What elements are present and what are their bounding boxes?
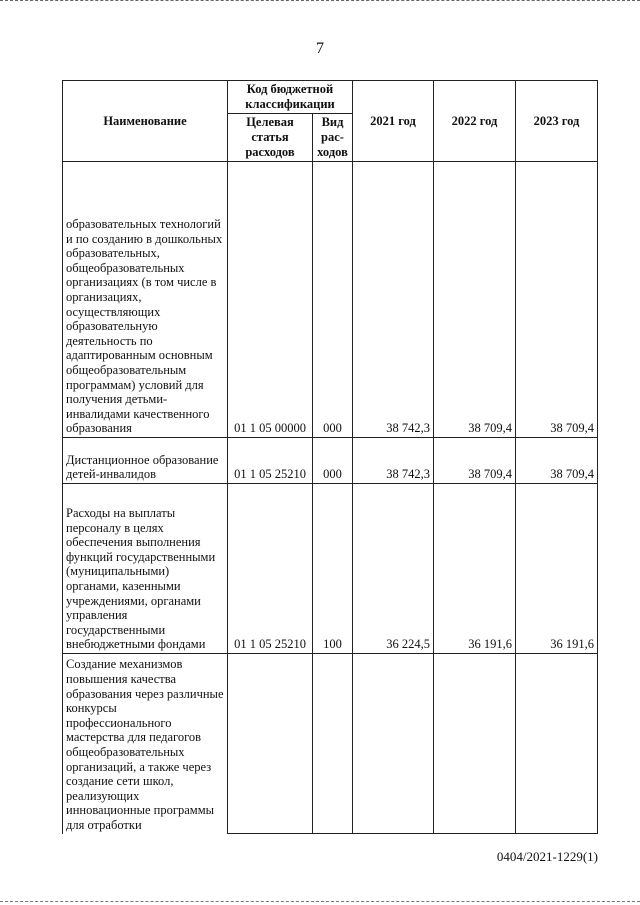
row-2023: 36 191,6 [516,484,598,654]
table-row [63,162,598,438]
document-code: 0404/2021-1229(1) [496,849,598,864]
budget-table [62,80,598,834]
header-2023: 2023 год [516,81,598,162]
row-name: Расходы на выплаты персоналу в целях обеспечения выполнения функций государственными (муниципальными) органами, казенными учреждениями, органами управления государственными внебюджетными фондами [63,484,228,654]
row-type: 100 [313,484,353,654]
header-2022: 2022 год [434,81,516,162]
row-2023: 38 709,4 [516,438,598,484]
row-target: 01 1 05 00000 [228,162,313,438]
header-target: Целевая статья расходов [228,114,313,162]
row-2023: 38 709,4 [516,162,598,438]
row-name: Дистанционное образование детей-инвалидов [63,438,228,484]
header-bk-group: Код бюджетной классификации [228,81,353,114]
header-name: Наименование [63,81,228,162]
row-2021 [353,654,434,834]
scan-bottom-edge [0,901,640,904]
row-2022: 38 709,4 [434,438,516,484]
row-2023 [516,654,598,834]
row-2021: 38 742,3 [353,438,434,484]
row-2022: 38 709,4 [434,162,516,438]
row-type: 000 [313,438,353,484]
row-type: 000 [313,162,353,438]
table-row [63,438,598,484]
row-2022: 36 191,6 [434,484,516,654]
table-row [63,484,598,654]
scan-top-edge [0,0,640,3]
header-type: Вид рас-ходов [313,114,353,162]
page-number: 7 [316,40,324,57]
row-name: образовательных технологий и по созданию в дошкольных образовательных, общеобразовательных организациях (в том числе в организациях, осуществляющих образовательную деятельность по адаптированным основным общеобразовательным программам) условий для получения детьми-инвалидами качественного образования [63,162,228,438]
row-2022 [434,654,516,834]
row-2021: 38 742,3 [353,162,434,438]
header-2021: 2021 год [353,81,434,162]
table-row [63,654,598,834]
row-target: 01 1 05 25210 [228,438,313,484]
header-row-top [63,81,598,114]
row-type [313,654,353,834]
row-name: Создание механизмов повышения качества образования через различные конкурсы профессионального мастерства для педагогов общеобразовательных организаций, а также через создание сети школ, реализующих инновационные программы для отработки [63,654,228,834]
row-2021: 36 224,5 [353,484,434,654]
row-target [228,654,313,834]
row-target: 01 1 05 25210 [228,484,313,654]
